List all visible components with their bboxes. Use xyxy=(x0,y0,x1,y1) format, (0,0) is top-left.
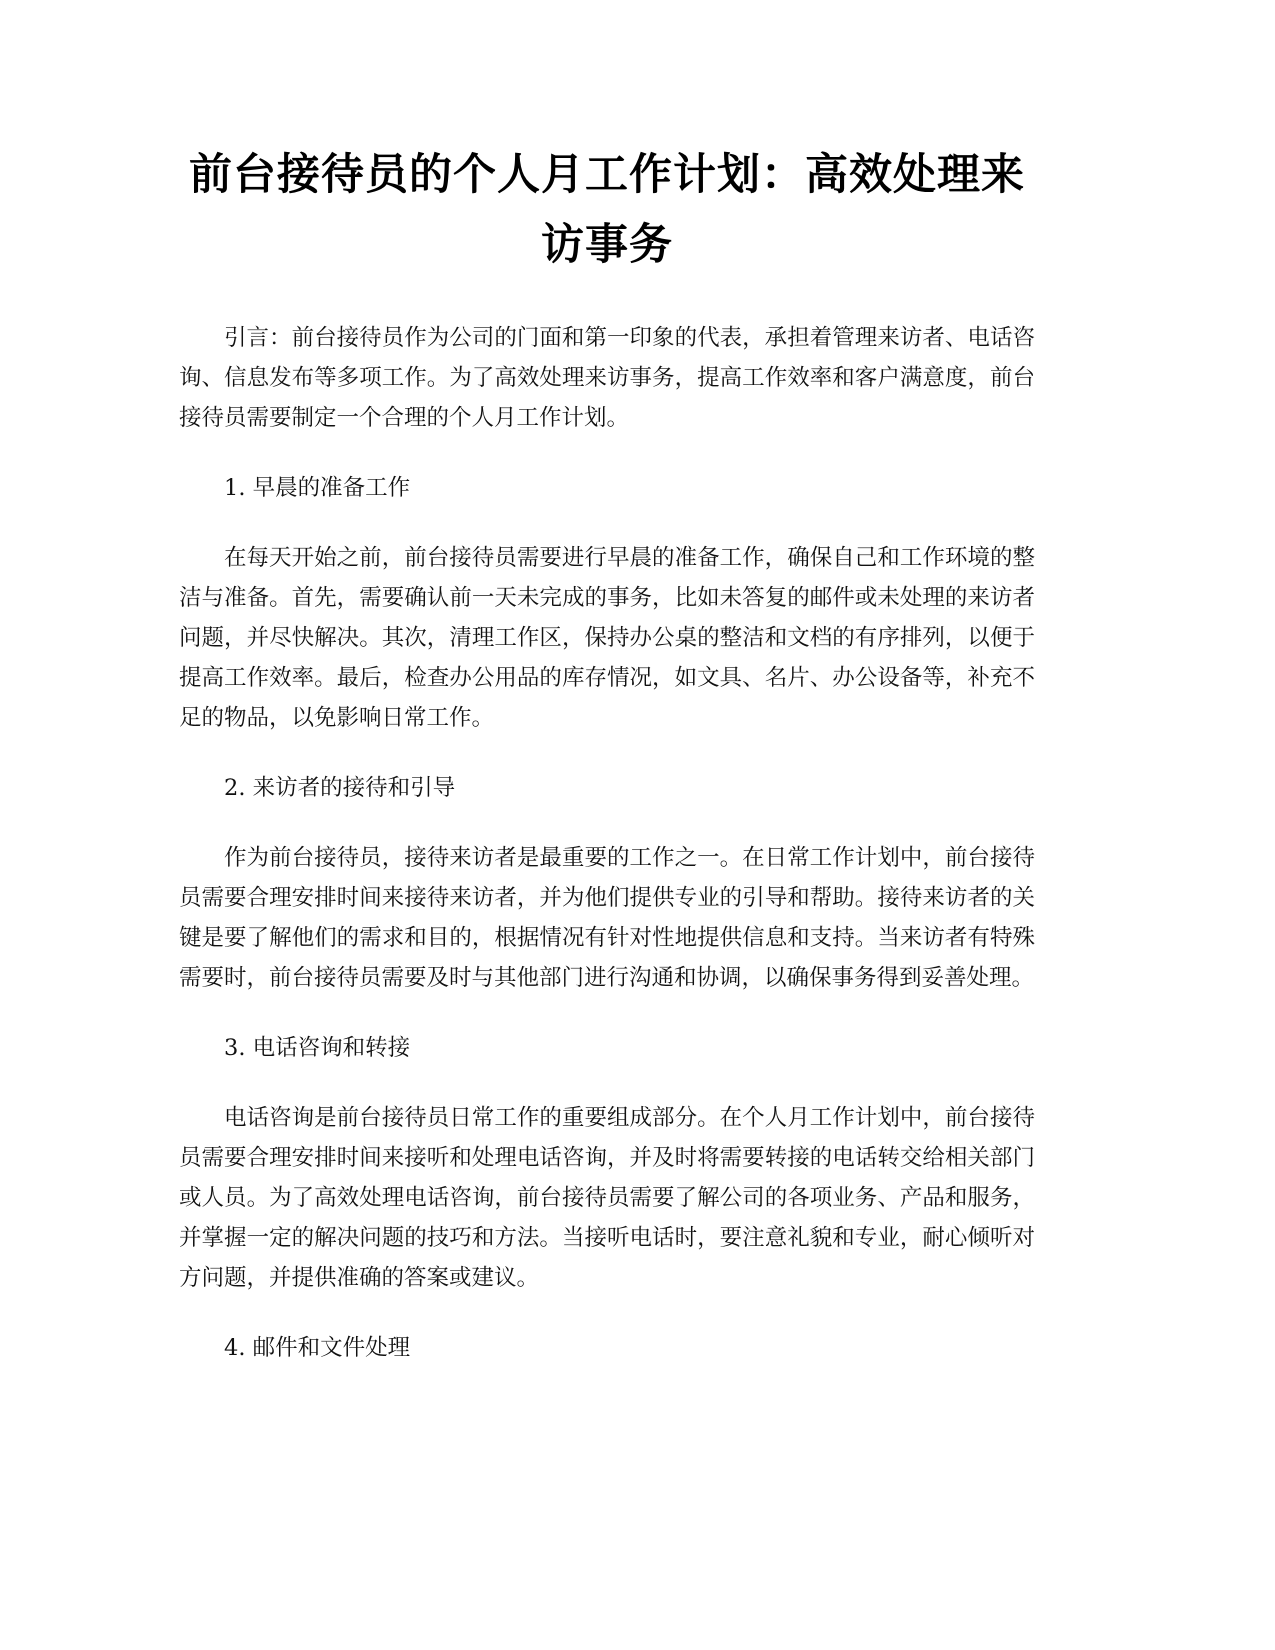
section-body-1: 在每天开始之前，前台接待员需要进行早晨的准备工作，确保自己和工作环境的整洁与准备。首先，需要确认前一天未完成的事务，比如未答复的邮件或未处理的来访者问题，并尽快解决。其次，清理工作区，保持办公桌的整洁和文档的有序排列，以便于提高工作效率。最后，检查办公用品的库存情况，如文具、名片、办公设备等，补充不足的物品，以免影响日常工作。 xyxy=(179,545,1035,731)
intro-paragraph: 引言：前台接待员作为公司的门面和第一印象的代表，承担着管理来访者、电话咨询、信息发布等多项工作。为了高效处理来访事务，提高工作效率和客户满意度，前台接待员需要制定一个合理的个人月工作计划。 xyxy=(179,325,1035,431)
document-title: 前台接待员的个人月工作计划：高效处理来访事务 xyxy=(189,150,1025,270)
section-heading-2: 2. 来访者的接待和引导 xyxy=(224,775,456,801)
section-heading-3: 3. 电话咨询和转接 xyxy=(224,1035,411,1061)
section-heading-4: 4. 邮件和文件处理 xyxy=(224,1335,411,1361)
section-heading-1: 1. 早晨的准备工作 xyxy=(224,475,411,501)
document-page xyxy=(179,140,1035,1368)
section-body-3: 电话咨询是前台接待员日常工作的重要组成部分。在个人月工作计划中，前台接待员需要合理安排时间来接听和处理电话咨询，并及时将需要转接的电话转交给相关部门或人员。为了高效处理电话咨询，前台接待员需要了解公司的各项业务、产品和服务，并掌握一定的解决问题的技巧和方法。当接听电话时，要注意礼貌和专业，耐心倾听对方问题，并提供准确的答案或建议。 xyxy=(179,1105,1035,1291)
section-body-2: 作为前台接待员，接待来访者是最重要的工作之一。在日常工作计划中，前台接待员需要合理安排时间来接待来访者，并为他们提供专业的引导和帮助。接待来访者的关键是要了解他们的需求和目的，根据情况有针对性地提供信息和支持。当来访者有特殊需要时，前台接待员需要及时与其他部门进行沟通和协调，以确保事务得到妥善处理。 xyxy=(179,845,1035,991)
